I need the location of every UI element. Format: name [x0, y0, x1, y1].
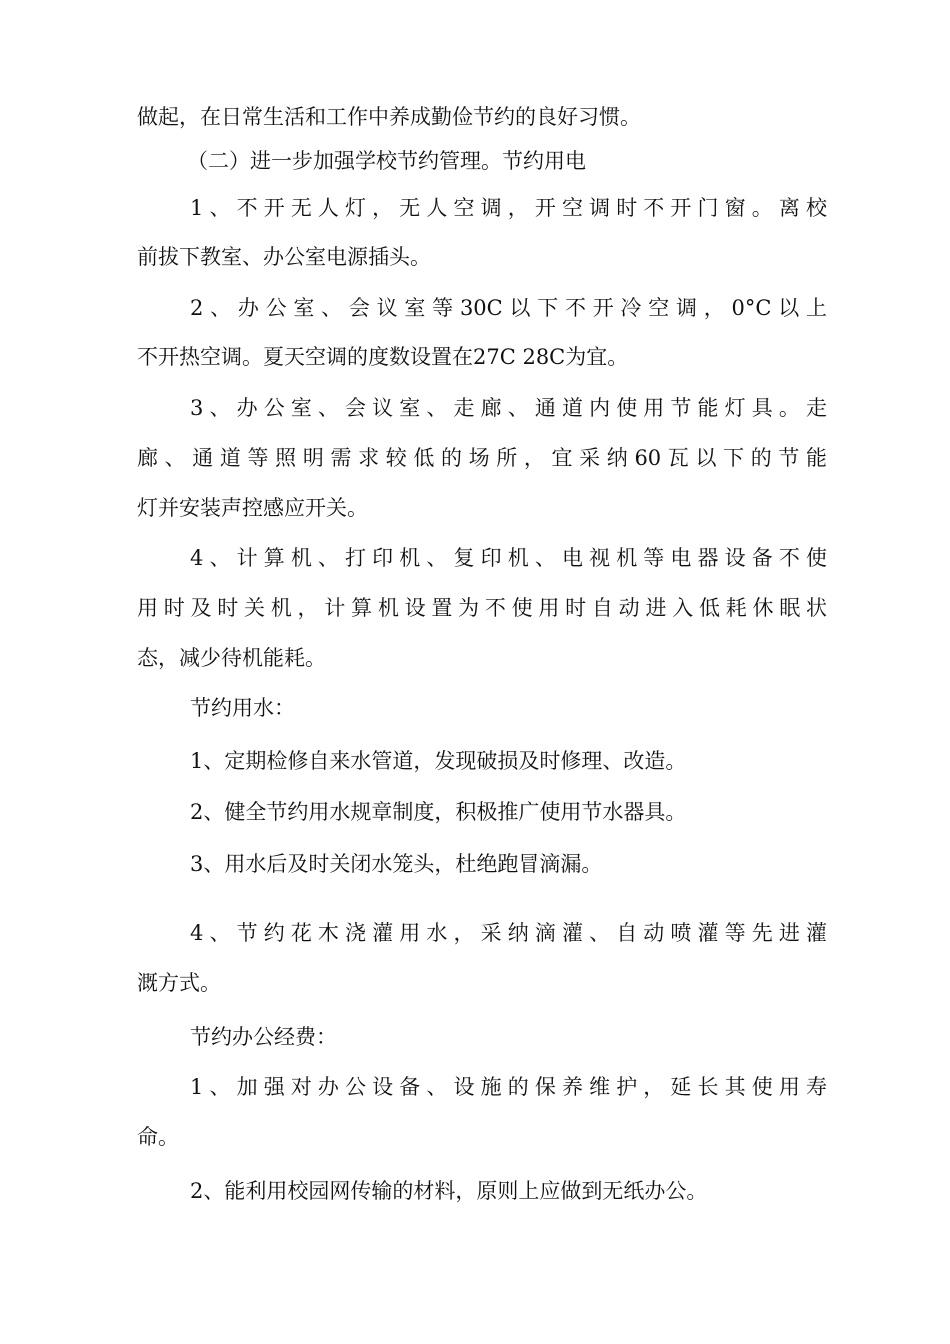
text-line: 溉方式。 — [137, 971, 221, 995]
text-line: 态，减少待机能耗。 — [137, 646, 326, 670]
subsection-heading: 节约用水： — [190, 696, 295, 720]
list-item: 2、能利用校园网传输的材料，原则上应做到无纸办公。 — [190, 1179, 708, 1203]
text-line: 2、办公室、会议室等30C以下不开冷空调，0°C以上 — [190, 296, 827, 320]
list-item: 1、定期检修自来水管道，发现破损及时修理、改造。 — [190, 749, 687, 773]
text-line: 做起，在日常生活和工作中养成勤俭节约的良好习惯。 — [137, 105, 641, 129]
list-item: 1、加强对办公设备、设施的保养维护，延长其使用寿 — [190, 1075, 827, 1099]
text-line: 命。 — [137, 1125, 179, 1149]
text-line: 3、办公室、会议室、走廊、通道内使用节能灯具。走 — [190, 396, 827, 420]
section-heading: （二）进一步加强学校节约管理。节约用电 — [187, 149, 586, 173]
text-line: 灯并安装声控感应开关。 — [137, 496, 368, 520]
text-line: 不开热空调。夏天空调的度数设置在27C 28C为宜。 — [137, 345, 629, 369]
list-item: 4、节约花木浇灌用水，采纳滴灌、自动喷灌等先进灌 — [190, 921, 827, 945]
text-line: 廊、通道等照明需求较低的场所，宜采纳60瓦以下的节能 — [137, 446, 827, 470]
list-item: 3、用水后及时关闭水笼头，杜绝跑冒滴漏。 — [190, 852, 603, 876]
text-line: 前拔下教室、办公室电源插头。 — [137, 245, 431, 269]
text-line: 4、计算机、打印机、复印机、电视机等电器设备不使 — [190, 546, 827, 570]
subsection-heading: 节约办公经费： — [190, 1025, 337, 1049]
text-line: 用时及时关机，计算机设置为不使用时自动进入低耗休眠状 — [137, 596, 827, 620]
text-line: 1、不开无人灯，无人空调，开空调时不开门窗。离校 — [190, 196, 827, 220]
list-item: 2、健全节约用水规章制度，积极推广使用节水器具。 — [190, 800, 687, 824]
